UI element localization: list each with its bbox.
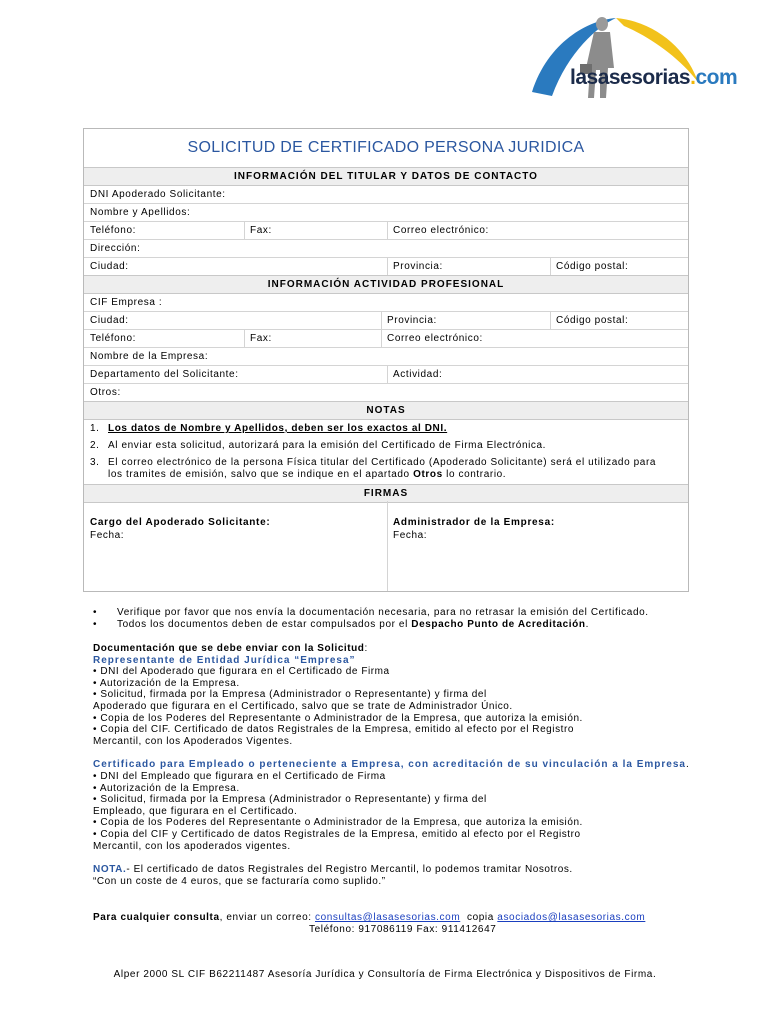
form-title: SOLICITUD DE CERTIFICADO PERSONA JURIDICA [187,139,585,156]
bullet-item [93,607,693,619]
row-dni[interactable] [84,186,688,204]
provincia-empresa-label: Provincia: [387,315,437,326]
telefono-empresa-label: Teléfono: [90,333,136,344]
cif-label: CIF Empresa : [90,297,163,308]
note-number: 1. [90,423,100,434]
documentation-section [93,643,713,887]
note-text: Al enviar esta solicitud, autorizará para la emisión del Certificado de Firma Electrónica. [108,440,547,451]
note-2 [90,440,546,452]
rep-line: • Solicitud, firmada por la Empresa (Administrador o Representante) y firma del [93,689,487,701]
rep-title: Representante de Entidad Jurídica “Empresa” [93,654,356,666]
docs-heading: Documentación que se debe enviar con la Solicitud: [93,643,368,654]
row-otros[interactable] [84,384,688,401]
row-ciudad[interactable] [84,258,688,275]
row-cif[interactable] [84,294,688,312]
contact-line: Para cualquier consulta, enviar un correo: consultas@lasasesorias.com copia asociados@lasasesorias.com [93,912,646,923]
signature-area [84,501,688,591]
email-link-consultas[interactable]: consultas@lasasesorias.com [315,912,461,923]
note-text-line1: El correo electrónico de la persona Física titular del Certificado (Apoderado Solicitante) será el utilizado para [108,457,657,468]
correo-empresa-label: Correo electrónico: [387,333,483,344]
footer-text: Alper 2000 SL CIF B62211487 Asesoría Jurídica y Consultoría de Firma Electrónica y Dispositivos de Firma. [113,969,657,980]
company-logo [528,12,728,104]
correo-label: Correo electrónico: [393,225,489,236]
rep-line: Mercantil, con los Apoderados Vigentes. [93,735,293,747]
direccion-label: Dirección: [90,243,141,254]
logo-text-com: com [695,66,738,89]
emp-line: • Autorización de la Empresa. [93,782,240,794]
provincia-label: Provincia: [393,261,443,272]
emp-line: • DNI del Empleado que figurara en el Certificado de Firma [93,770,386,782]
cp-label: Código postal: [556,261,629,272]
otros-label: Otros: [90,387,121,398]
bullet-symbol: • [93,607,98,618]
row-departamento[interactable] [84,366,688,384]
emp-line: • Solicitud, firmada por la Empresa (Administrador o Representante) y firma del [93,794,487,806]
contact-section [93,912,713,936]
bullet-text: Todos los documentos deben de estar compulsados por el Despacho Punto de Acreditación. [117,619,589,630]
logo-wordmark [570,66,737,90]
application-form [83,128,689,592]
nombre-empresa-label: Nombre de la Empresa: [90,351,209,362]
fecha-label-1: Fecha: [90,530,125,541]
note-3 [90,457,656,481]
note-number: 3. [90,457,100,468]
divider [387,501,388,591]
section-header-actividad: INFORMACIÓN ACTIVIDAD PROFESIONAL [84,275,688,294]
note-text: Los datos de Nombre y Apellidos, deben ser los exactos al DNI. [108,423,448,434]
bullet-item [93,619,693,631]
note-number: 2. [90,440,100,451]
row-direccion[interactable] [84,240,688,258]
actividad-label: Actividad: [393,369,443,380]
note-text-line2c: lo contrario. [442,469,507,480]
email-link-asociados[interactable]: asociados@lasasesorias.com [497,912,646,923]
ciudad-label: Ciudad: [90,261,129,272]
row-contacto-empresa[interactable] [84,330,688,348]
emp-line: Mercantil, con los apoderados vigentes. [93,840,291,852]
cp-empresa-label: Código postal: [556,315,629,326]
logo-figure-head [596,17,608,31]
ciudad-empresa-label: Ciudad: [90,315,129,326]
admin-label: Administrador de la Empresa: [393,517,555,528]
logo-text-main: lasasesorias [570,66,691,89]
note-1 [90,423,447,435]
row-nombre[interactable] [84,204,688,222]
nota-line-2: “Con un coste de 4 euros, que se facturaría como suplido.” [93,875,386,887]
emp-line: • Copia del CIF y Certificado de datos Registrales de la Empresa, emitido al efecto por el Registro [93,828,581,840]
cargo-label: Cargo del Apoderado Solicitante: [90,517,271,528]
logo-text-dot: . [690,66,696,89]
section-header-firmas: FIRMAS [84,484,688,503]
rep-line: • Copia del CIF. Certificado de datos Registrales de la Empresa, emitido al efecto por el Registro [93,724,574,736]
row-contacto[interactable] [84,222,688,240]
section-header-titular: INFORMACIÓN DEL TITULAR Y DATOS DE CONTACTO [84,167,688,186]
emp-line: • Copia de los Poderes del Representante o Administrador de la Empresa, que autoriza la emisión. [93,817,583,829]
fax-label: Fax: [250,225,272,236]
rep-line: Apoderado que figurara en el Certificado, salvo que se trate de Administrador Único. [93,700,513,712]
bullet-symbol: • [93,619,98,630]
section-header-notas: NOTAS [84,401,688,420]
nombre-label: Nombre y Apellidos: [90,207,191,218]
instruction-bullets [93,607,693,631]
dni-label: DNI Apoderado Solicitante: [90,189,226,200]
departamento-label: Departamento del Solicitante: [90,369,239,380]
bullet-text: Verifique por favor que nos envía la documentación necesaria, para no retrasar la emisión del Certificado. [117,607,649,618]
rep-line: • Copia de los Poderes del Representante o Administrador de la Empresa, que autoriza la emisión. [93,712,583,724]
phone-line: Teléfono: 917086119 Fax: 911412647 [309,924,497,935]
row-ciudad-empresa[interactable] [84,312,688,330]
nota-line: NOTA.- El certificado de datos Registrales del Registro Mercantil, lo podemos tramitar Nosotros. [93,864,573,876]
telefono-label: Teléfono: [90,225,136,236]
emp-title: Certificado para Empleado o perteneciente a Empresa, con acreditación de su vinculación a la Empresa. [93,759,690,771]
note-text-line2a: los tramites de emisión, salvo que se indique en el apartado [108,469,414,480]
fecha-label-2: Fecha: [393,530,428,541]
note-text-line2b: Otros [413,469,443,480]
rep-line: • DNI del Apoderado que figurara en el Certificado de Firma [93,666,390,678]
emp-line: Empleado, que figurara en el Certificado. [93,805,298,817]
fax-empresa-label: Fax: [250,333,272,344]
row-nombre-empresa[interactable] [84,348,688,366]
rep-line: • Autorización de la Empresa. [93,677,240,689]
